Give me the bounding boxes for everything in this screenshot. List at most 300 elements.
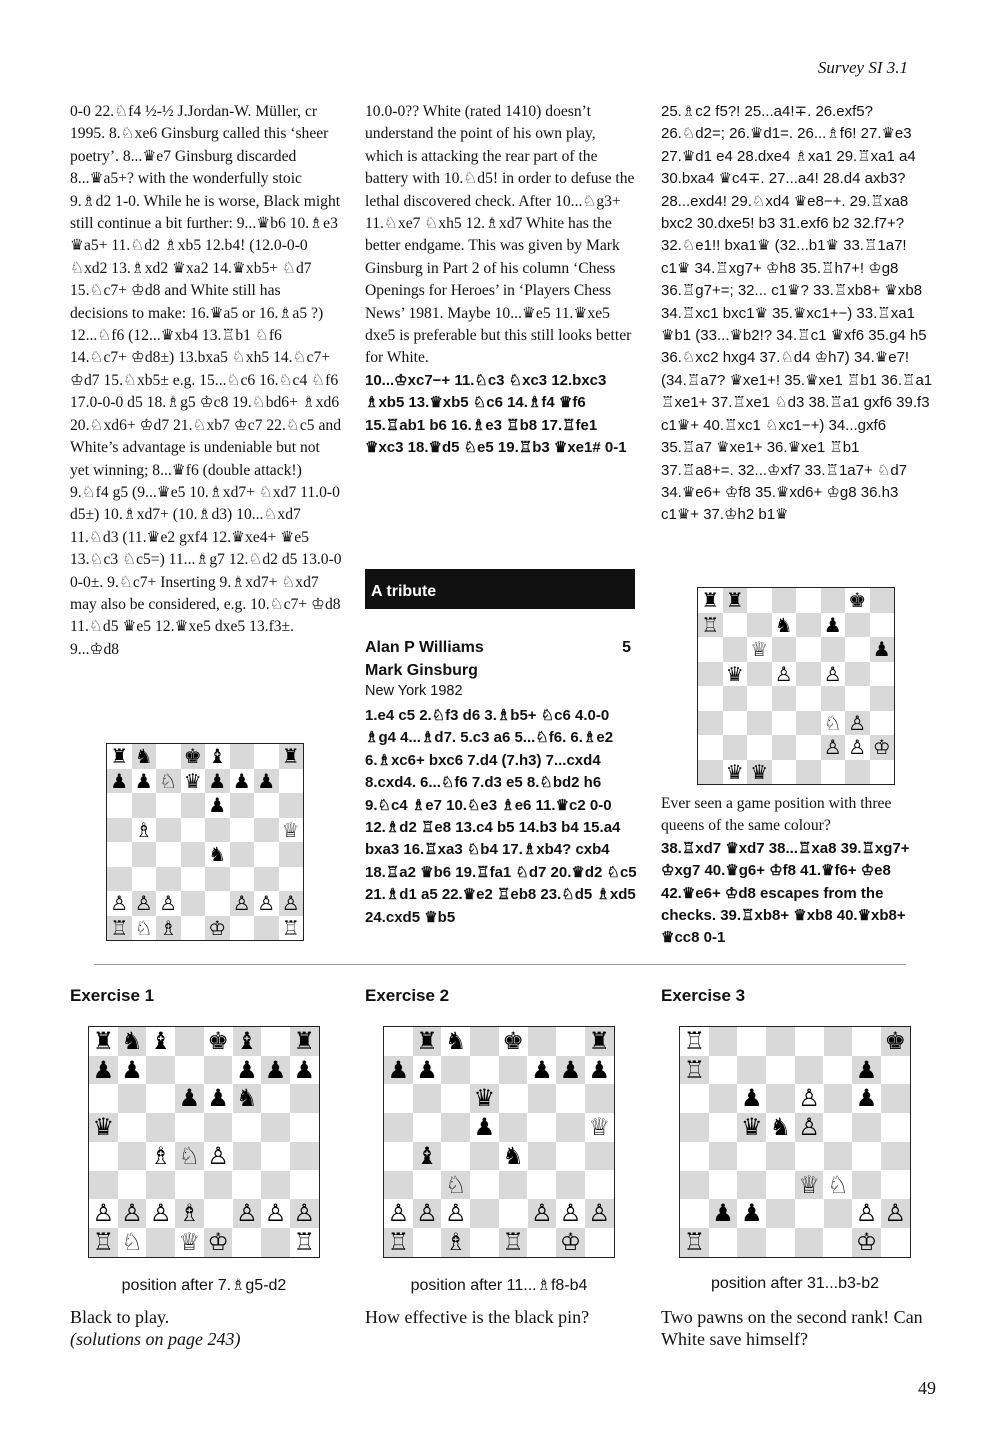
black-knight-icon: ♞ xyxy=(134,744,153,768)
black-knight-icon: ♞ xyxy=(236,1084,258,1113)
game-moves: 1.e4 c5 2.♘f3 d6 3.♗b5+ ♘c6 4.0-0 ♗g4 4...♗d7. 5.c3 a6 5...♘f6. 6.♗e2 6.♗xc6+ bxc6 7.d4 (7.h3) 7...cxd4 8.cxd4. 6...♘f6 7.d3 e5 8.♘bd2 h6 9.♘c4 ♗e7 10.♘e3 ♗e6 11.♛c2 0-0 12.♗d2 ♖e8 13.c4 b5 14.b3 b4 15.a4 bxa3 16.♖xa3 ♘b4 17.♗xb4? cxb4 18.♖a2 ♛b6 19.♖fa1 ♘d7 20.♛d2 ♘c5 21.♗d1 a5 22.♛e2 ♖eb8 23.♘d5 ♗xd5 24.cxd5 ♛b5 xyxy=(365,707,637,926)
board-square xyxy=(824,1228,853,1257)
board-square xyxy=(384,1113,413,1142)
black-pawn-icon: ♟ xyxy=(559,1055,582,1084)
exercise-3-caption: position after 31...b3-b2 xyxy=(710,1275,880,1292)
board-square xyxy=(795,1199,824,1228)
white-pawn-icon: ♙ xyxy=(823,735,842,759)
board-square xyxy=(796,711,821,736)
board-square xyxy=(181,916,206,941)
white-pawn-icon: ♙ xyxy=(232,891,251,915)
black-knight-icon: ♞ xyxy=(769,1113,792,1142)
white-bishop-icon: ♗ xyxy=(149,1141,172,1170)
white-rook-icon: ♖ xyxy=(683,1055,706,1084)
board-square xyxy=(107,867,132,892)
board-square xyxy=(737,1027,766,1056)
board-square xyxy=(261,1113,290,1142)
black-pawn-icon: ♟ xyxy=(232,768,251,793)
white-rook-icon: ♖ xyxy=(387,1227,410,1256)
board-square xyxy=(132,793,157,818)
white-king-icon: ♔ xyxy=(872,735,891,759)
board-square xyxy=(499,1084,528,1113)
black-pawn-icon: ♟ xyxy=(740,1199,763,1228)
black-rook-icon: ♜ xyxy=(701,588,720,612)
final-moves: 38.♖xd7 ♛xd7 38...♖xa8 39.♖xg7+ ♔xg7 40.♛g6+ ♔f8 41.♛f6+ ♔e8 42.♛e6+ ♔d8 escapes from the checks. 39.♖xb8+ ♛xb8 40.♛xb8+ ♛cc8 0-1 xyxy=(661,839,910,947)
board-square xyxy=(470,1142,499,1171)
black-pawn-icon: ♟ xyxy=(872,637,891,661)
after-diagram-text: Ever seen a game position with three queens of the same colour? xyxy=(661,795,892,835)
white-pawn-icon: ♙ xyxy=(159,891,178,915)
board-square xyxy=(585,1142,614,1171)
board-square xyxy=(766,1084,795,1113)
board-square xyxy=(156,744,181,769)
board-square xyxy=(181,818,206,843)
exercise-1-note: (solutions on page 243) xyxy=(70,1329,241,1349)
black-queen-icon: ♛ xyxy=(473,1084,496,1113)
white-pawn-icon: ♙ xyxy=(281,891,300,915)
board-square xyxy=(556,1171,585,1200)
board-square xyxy=(723,711,748,736)
exercise-3-text xyxy=(661,1306,941,1350)
board-square xyxy=(279,867,304,892)
board-square xyxy=(821,637,846,662)
white-rook-icon: ♖ xyxy=(281,915,300,940)
exercise-2-prompt: How effective is the black pin? xyxy=(365,1307,590,1327)
board-square xyxy=(132,842,157,867)
black-pawn-icon: ♟ xyxy=(588,1055,610,1084)
board-square xyxy=(772,760,797,785)
board-square xyxy=(845,637,870,662)
board-square xyxy=(796,735,821,760)
black-knight-icon: ♞ xyxy=(444,1027,467,1055)
board-square xyxy=(709,1084,738,1113)
black-pawn-icon: ♟ xyxy=(416,1055,438,1084)
board-square xyxy=(747,686,772,711)
board-square xyxy=(881,1056,910,1085)
white-king-icon: ♔ xyxy=(208,915,227,940)
black-rook-icon: ♜ xyxy=(281,744,300,768)
diagram-2 xyxy=(697,587,895,785)
board-square xyxy=(737,1228,766,1257)
board-square xyxy=(709,1228,738,1257)
board-square xyxy=(698,662,723,687)
board-square xyxy=(89,1142,118,1171)
board-square xyxy=(118,1113,147,1142)
column-2 xyxy=(365,101,637,460)
diagram-1 xyxy=(106,743,304,941)
white-pawn-icon: ♙ xyxy=(134,891,153,915)
board-square xyxy=(146,1113,175,1142)
white-bishop-icon: ♗ xyxy=(134,817,153,842)
white-pawn-icon: ♙ xyxy=(559,1199,582,1228)
board-square xyxy=(870,613,895,638)
board-square xyxy=(796,662,821,687)
board-square xyxy=(384,1142,413,1171)
exercise-1-caption: position after 7.♗g5-d2 xyxy=(121,1277,287,1294)
white-player: Alan P Williams xyxy=(365,639,484,656)
board-square xyxy=(175,1113,204,1142)
white-pawn-icon: ♙ xyxy=(798,1113,820,1142)
black-king-icon: ♚ xyxy=(183,744,202,768)
board-square xyxy=(772,711,797,736)
board-square xyxy=(747,711,772,736)
black-pawn-icon: ♟ xyxy=(264,1055,287,1084)
board-square xyxy=(845,760,870,785)
board-square xyxy=(766,1171,795,1200)
board-square xyxy=(413,1171,442,1200)
white-pawn-icon: ♙ xyxy=(257,891,276,915)
board-square xyxy=(528,1113,557,1142)
board-square xyxy=(795,1027,824,1056)
board-square xyxy=(441,1113,470,1142)
board-square xyxy=(881,1142,910,1171)
white-rook-icon: ♖ xyxy=(701,612,720,637)
white-rook-icon: ♖ xyxy=(683,1027,706,1055)
black-pawn-icon: ♟ xyxy=(473,1113,496,1142)
board-square xyxy=(233,1142,262,1171)
board-square xyxy=(470,1056,499,1085)
board-square xyxy=(290,1113,319,1142)
board-square xyxy=(499,1171,528,1200)
white-pawn-icon: ♙ xyxy=(110,891,129,915)
white-pawn-icon: ♙ xyxy=(774,661,793,686)
board-square xyxy=(680,1113,709,1142)
white-pawn-icon: ♙ xyxy=(416,1199,438,1228)
black-pawn-icon: ♟ xyxy=(208,768,227,793)
board-square xyxy=(290,1084,319,1113)
black-queen-icon: ♛ xyxy=(183,768,202,793)
board-square xyxy=(204,1056,233,1085)
board-square xyxy=(118,1084,147,1113)
black-king-icon: ♚ xyxy=(207,1027,229,1055)
board-square xyxy=(709,1142,738,1171)
white-knight-icon: ♘ xyxy=(444,1170,467,1199)
board-square xyxy=(766,1056,795,1085)
white-knight-icon: ♘ xyxy=(134,915,153,940)
white-pawn-icon: ♙ xyxy=(207,1141,229,1170)
board-square xyxy=(230,916,255,941)
board-square xyxy=(132,867,157,892)
board-square xyxy=(852,1142,881,1171)
board-square xyxy=(413,1084,442,1113)
board-square xyxy=(175,1171,204,1200)
black-pawn-icon: ♟ xyxy=(823,612,842,637)
board-square xyxy=(470,1228,499,1257)
white-pawn-icon: ♙ xyxy=(855,1199,878,1228)
board-square xyxy=(698,760,723,785)
black-pawn-icon: ♟ xyxy=(121,1055,143,1084)
white-king-icon: ♔ xyxy=(559,1227,582,1256)
black-pawn-icon: ♟ xyxy=(531,1055,553,1084)
white-queen-icon: ♕ xyxy=(281,817,300,842)
board-square xyxy=(107,818,132,843)
board-square xyxy=(766,1228,795,1257)
board-square xyxy=(290,1142,319,1171)
white-rook-icon: ♖ xyxy=(110,915,129,940)
game-place: New York 1982 xyxy=(365,683,463,699)
board-square xyxy=(556,1027,585,1056)
board-square xyxy=(852,1027,881,1056)
black-knight-icon: ♞ xyxy=(208,842,227,866)
exercise-1-board xyxy=(88,1026,320,1258)
white-queen-icon: ♕ xyxy=(178,1227,201,1256)
chess-board xyxy=(383,1026,615,1258)
board-square xyxy=(709,1056,738,1085)
black-knight-icon: ♞ xyxy=(774,612,793,637)
board-square xyxy=(698,637,723,662)
white-pawn-icon: ♙ xyxy=(588,1199,610,1228)
column-3 xyxy=(661,101,933,527)
board-square xyxy=(795,1142,824,1171)
board-square xyxy=(680,1171,709,1200)
black-king-icon: ♚ xyxy=(884,1027,906,1055)
board-square xyxy=(441,1056,470,1085)
board-square xyxy=(881,1113,910,1142)
black-bishop-icon: ♝ xyxy=(208,744,227,768)
white-pawn-icon: ♙ xyxy=(92,1199,115,1228)
black-queen-icon: ♛ xyxy=(725,759,744,784)
white-bishop-icon: ♗ xyxy=(444,1227,467,1256)
board-square xyxy=(796,686,821,711)
board-square xyxy=(723,735,748,760)
board-square xyxy=(181,842,206,867)
board-square xyxy=(795,1228,824,1257)
board-square xyxy=(723,637,748,662)
white-knight-icon: ♘ xyxy=(121,1227,143,1256)
white-pawn-icon: ♙ xyxy=(121,1199,143,1228)
board-square xyxy=(747,735,772,760)
white-pawn-icon: ♙ xyxy=(884,1199,906,1228)
board-square xyxy=(233,1113,262,1142)
exercise-3-board xyxy=(679,1026,911,1258)
board-square xyxy=(585,1228,614,1257)
board-square xyxy=(772,588,797,613)
board-square xyxy=(204,1113,233,1142)
white-king-icon: ♔ xyxy=(207,1227,229,1256)
board-square xyxy=(205,818,230,843)
chess-board xyxy=(697,587,895,785)
board-square xyxy=(261,1027,290,1056)
board-square xyxy=(528,1142,557,1171)
white-queen-icon: ♕ xyxy=(588,1113,610,1142)
board-square xyxy=(470,1171,499,1200)
board-square xyxy=(585,1084,614,1113)
black-pawn-icon: ♟ xyxy=(208,793,227,817)
black-king-icon: ♚ xyxy=(502,1027,524,1055)
board-square xyxy=(107,793,132,818)
board-square xyxy=(499,1056,528,1085)
board-square xyxy=(824,1027,853,1056)
board-square xyxy=(870,662,895,687)
board-square xyxy=(698,686,723,711)
white-pawn-icon: ♙ xyxy=(848,735,867,759)
board-square xyxy=(556,1142,585,1171)
board-square xyxy=(723,613,748,638)
column-1-text: 0-0 22.♘f4 ½-½ J.Jordan-W. Müller, cr 1995. 8.♘xe6 Ginsburg called this ‘sheer poetry’. 8...♛e7 Ginsburg discarded 8...♛a5+? with the wonderfully stoic 9.♗d2 1-0. While he is worse, Black might still continue a bit further: 9...♛b6 10.♗e3 ♛a5+ 11.♘d2 ♗xb5 12.b4! (12.0-0-0 ♘xd2 13.♗xd2 ♛xa2 14.♛xb5+ ♘d7 15.♘c7+ ♔d8 and White still has decisions to make: 16.♛a5 or 16.♗a5 ?) 12...♘f6 (12...♛xb4 13.♖b1 ♘f6 14.♘c7+ ♔d8±) 13.bxa5 ♘xh5 14.♘c7+ ♔d7 15.♘xb5± e.g. 15...♘c6 16.♘c4 ♘f6 17.0-0-0 d5 18.♗g5 ♔c8 19.♘bd6+ ♗xd6 20.♘xd6+ ♔d7 21.♘xb7 ♔c7 22.♘c5 and White’s advantage is undeniable but not yet winning; 8...♛f6 (double attack!) 9.♘f4 g5 (9...♛e5 10.♗xd7+ ♘xd7 11.0-0 d5±) 10.♗xd7+ (10.♗d3) 10...♘xd7 11.♘d3 (11.♛e2 gxf4 12.♛xe4+ ♛e5 13.♘c3 ♘c5=) 11...♗g7 12.♘d2 d5 13.0-0 0-0±. 9.♘c7+ Inserting 9.♗xd7+ ♘xd7 may also be considered, e.g. 10.♘c7+ ♔d8 11.♘d5 ♛e5 12.♛xe5 dxe5 13.f3±. 9...♔d8 xyxy=(70,103,342,658)
board-square xyxy=(709,1113,738,1142)
black-pawn-icon: ♟ xyxy=(110,768,129,793)
board-square xyxy=(852,1171,881,1200)
board-square xyxy=(146,1228,175,1257)
board-square xyxy=(230,842,255,867)
black-bishop-icon: ♝ xyxy=(236,1027,258,1055)
board-square xyxy=(413,1228,442,1257)
board-square xyxy=(881,1171,910,1200)
board-square xyxy=(279,769,304,794)
board-square xyxy=(747,613,772,638)
white-rook-icon: ♖ xyxy=(92,1227,115,1256)
black-rook-icon: ♜ xyxy=(92,1027,115,1055)
white-knight-icon: ♘ xyxy=(823,710,842,735)
black-rook-icon: ♜ xyxy=(110,744,129,768)
game-number: 5 xyxy=(622,639,631,656)
board-square xyxy=(146,1056,175,1085)
board-square xyxy=(254,744,279,769)
black-pawn-icon: ♟ xyxy=(712,1199,734,1228)
board-square xyxy=(528,1228,557,1257)
chess-board xyxy=(679,1026,911,1258)
white-king-icon: ♔ xyxy=(855,1227,878,1256)
exercise-2-heading: Exercise 2 xyxy=(365,986,450,1005)
board-square xyxy=(723,686,748,711)
board-square xyxy=(254,867,279,892)
black-rook-icon: ♜ xyxy=(416,1027,438,1055)
board-square xyxy=(261,1084,290,1113)
board-square xyxy=(795,1056,824,1085)
board-square xyxy=(528,1027,557,1056)
board-square xyxy=(737,1142,766,1171)
board-square xyxy=(290,1171,319,1200)
white-pawn-icon: ♙ xyxy=(848,710,867,735)
board-square xyxy=(230,818,255,843)
board-square xyxy=(824,1056,853,1085)
black-king-icon: ♚ xyxy=(848,588,867,612)
black-pawn-icon: ♟ xyxy=(236,1055,258,1084)
exercise-1-heading: Exercise 1 xyxy=(70,986,155,1005)
white-pawn-icon: ♙ xyxy=(823,661,842,686)
white-pawn-icon: ♙ xyxy=(149,1199,172,1228)
board-square xyxy=(261,1171,290,1200)
board-square xyxy=(870,686,895,711)
white-pawn-icon: ♙ xyxy=(531,1199,553,1228)
board-square xyxy=(279,793,304,818)
black-knight-icon: ♞ xyxy=(121,1027,143,1055)
white-knight-icon: ♘ xyxy=(178,1141,201,1170)
board-square xyxy=(261,1142,290,1171)
board-square xyxy=(230,867,255,892)
white-bishop-icon: ♗ xyxy=(178,1199,201,1228)
black-rook-icon: ♜ xyxy=(588,1027,610,1055)
board-square xyxy=(254,916,279,941)
exercise-2-board xyxy=(383,1026,615,1258)
board-square xyxy=(233,1171,262,1200)
board-square xyxy=(585,1171,614,1200)
board-square xyxy=(709,1027,738,1056)
board-square xyxy=(118,1171,147,1200)
white-knight-icon: ♘ xyxy=(827,1170,849,1199)
white-pawn-icon: ♙ xyxy=(798,1084,820,1113)
white-pawn-icon: ♙ xyxy=(444,1199,467,1228)
board-square xyxy=(821,760,846,785)
board-square xyxy=(441,1142,470,1171)
board-square xyxy=(737,1171,766,1200)
chess-board xyxy=(106,743,304,941)
board-square xyxy=(796,760,821,785)
black-queen-icon: ♛ xyxy=(750,759,769,784)
game-header xyxy=(365,636,635,682)
board-square xyxy=(881,1228,910,1257)
black-pawn-icon: ♟ xyxy=(740,1084,763,1113)
white-pawn-icon: ♙ xyxy=(293,1199,315,1228)
board-square xyxy=(528,1084,557,1113)
board-square xyxy=(204,1199,233,1228)
board-square xyxy=(118,1142,147,1171)
board-square xyxy=(261,1228,290,1257)
white-rook-icon: ♖ xyxy=(293,1227,315,1256)
section-banner: A tribute xyxy=(365,569,635,609)
black-pawn-icon: ♟ xyxy=(293,1055,315,1084)
black-queen-icon: ♛ xyxy=(725,661,744,686)
board-square xyxy=(766,1027,795,1056)
black-rook-icon: ♜ xyxy=(725,588,744,612)
board-square xyxy=(698,711,723,736)
black-pawn-icon: ♟ xyxy=(257,768,276,793)
board-square xyxy=(870,588,895,613)
board-square xyxy=(230,744,255,769)
board-square xyxy=(698,735,723,760)
board-square xyxy=(824,1084,853,1113)
black-pawn-icon: ♟ xyxy=(855,1055,878,1084)
board-square xyxy=(205,891,230,916)
black-pawn-icon: ♟ xyxy=(134,768,153,793)
board-square xyxy=(766,1199,795,1228)
black-bishop-icon: ♝ xyxy=(416,1141,438,1170)
board-square xyxy=(146,1084,175,1113)
board-square xyxy=(181,891,206,916)
board-square xyxy=(556,1084,585,1113)
section-divider xyxy=(94,964,906,965)
white-knight-icon: ♘ xyxy=(159,768,178,793)
board-square xyxy=(156,793,181,818)
board-square xyxy=(254,793,279,818)
exercise-1-prompt: Black to play. xyxy=(70,1307,170,1327)
board-square xyxy=(156,818,181,843)
board-square xyxy=(413,1113,442,1142)
board-square xyxy=(747,588,772,613)
white-bishop-icon: ♗ xyxy=(159,915,178,940)
board-square xyxy=(384,1027,413,1056)
board-square xyxy=(175,1056,204,1085)
board-square xyxy=(528,1171,557,1200)
black-pawn-icon: ♟ xyxy=(92,1055,115,1084)
board-square xyxy=(680,1142,709,1171)
exercise-3-heading: Exercise 3 xyxy=(661,986,746,1005)
board-square xyxy=(233,1228,262,1257)
board-square xyxy=(181,793,206,818)
board-square xyxy=(156,867,181,892)
board-square xyxy=(852,1113,881,1142)
board-square xyxy=(680,1084,709,1113)
exercise-1-text xyxy=(70,1306,360,1350)
board-square xyxy=(772,637,797,662)
board-square xyxy=(824,1199,853,1228)
board-square xyxy=(499,1113,528,1142)
board-square xyxy=(796,637,821,662)
column-1 xyxy=(70,101,342,661)
board-square xyxy=(89,1084,118,1113)
black-pawn-icon: ♟ xyxy=(178,1084,201,1113)
board-square xyxy=(107,842,132,867)
